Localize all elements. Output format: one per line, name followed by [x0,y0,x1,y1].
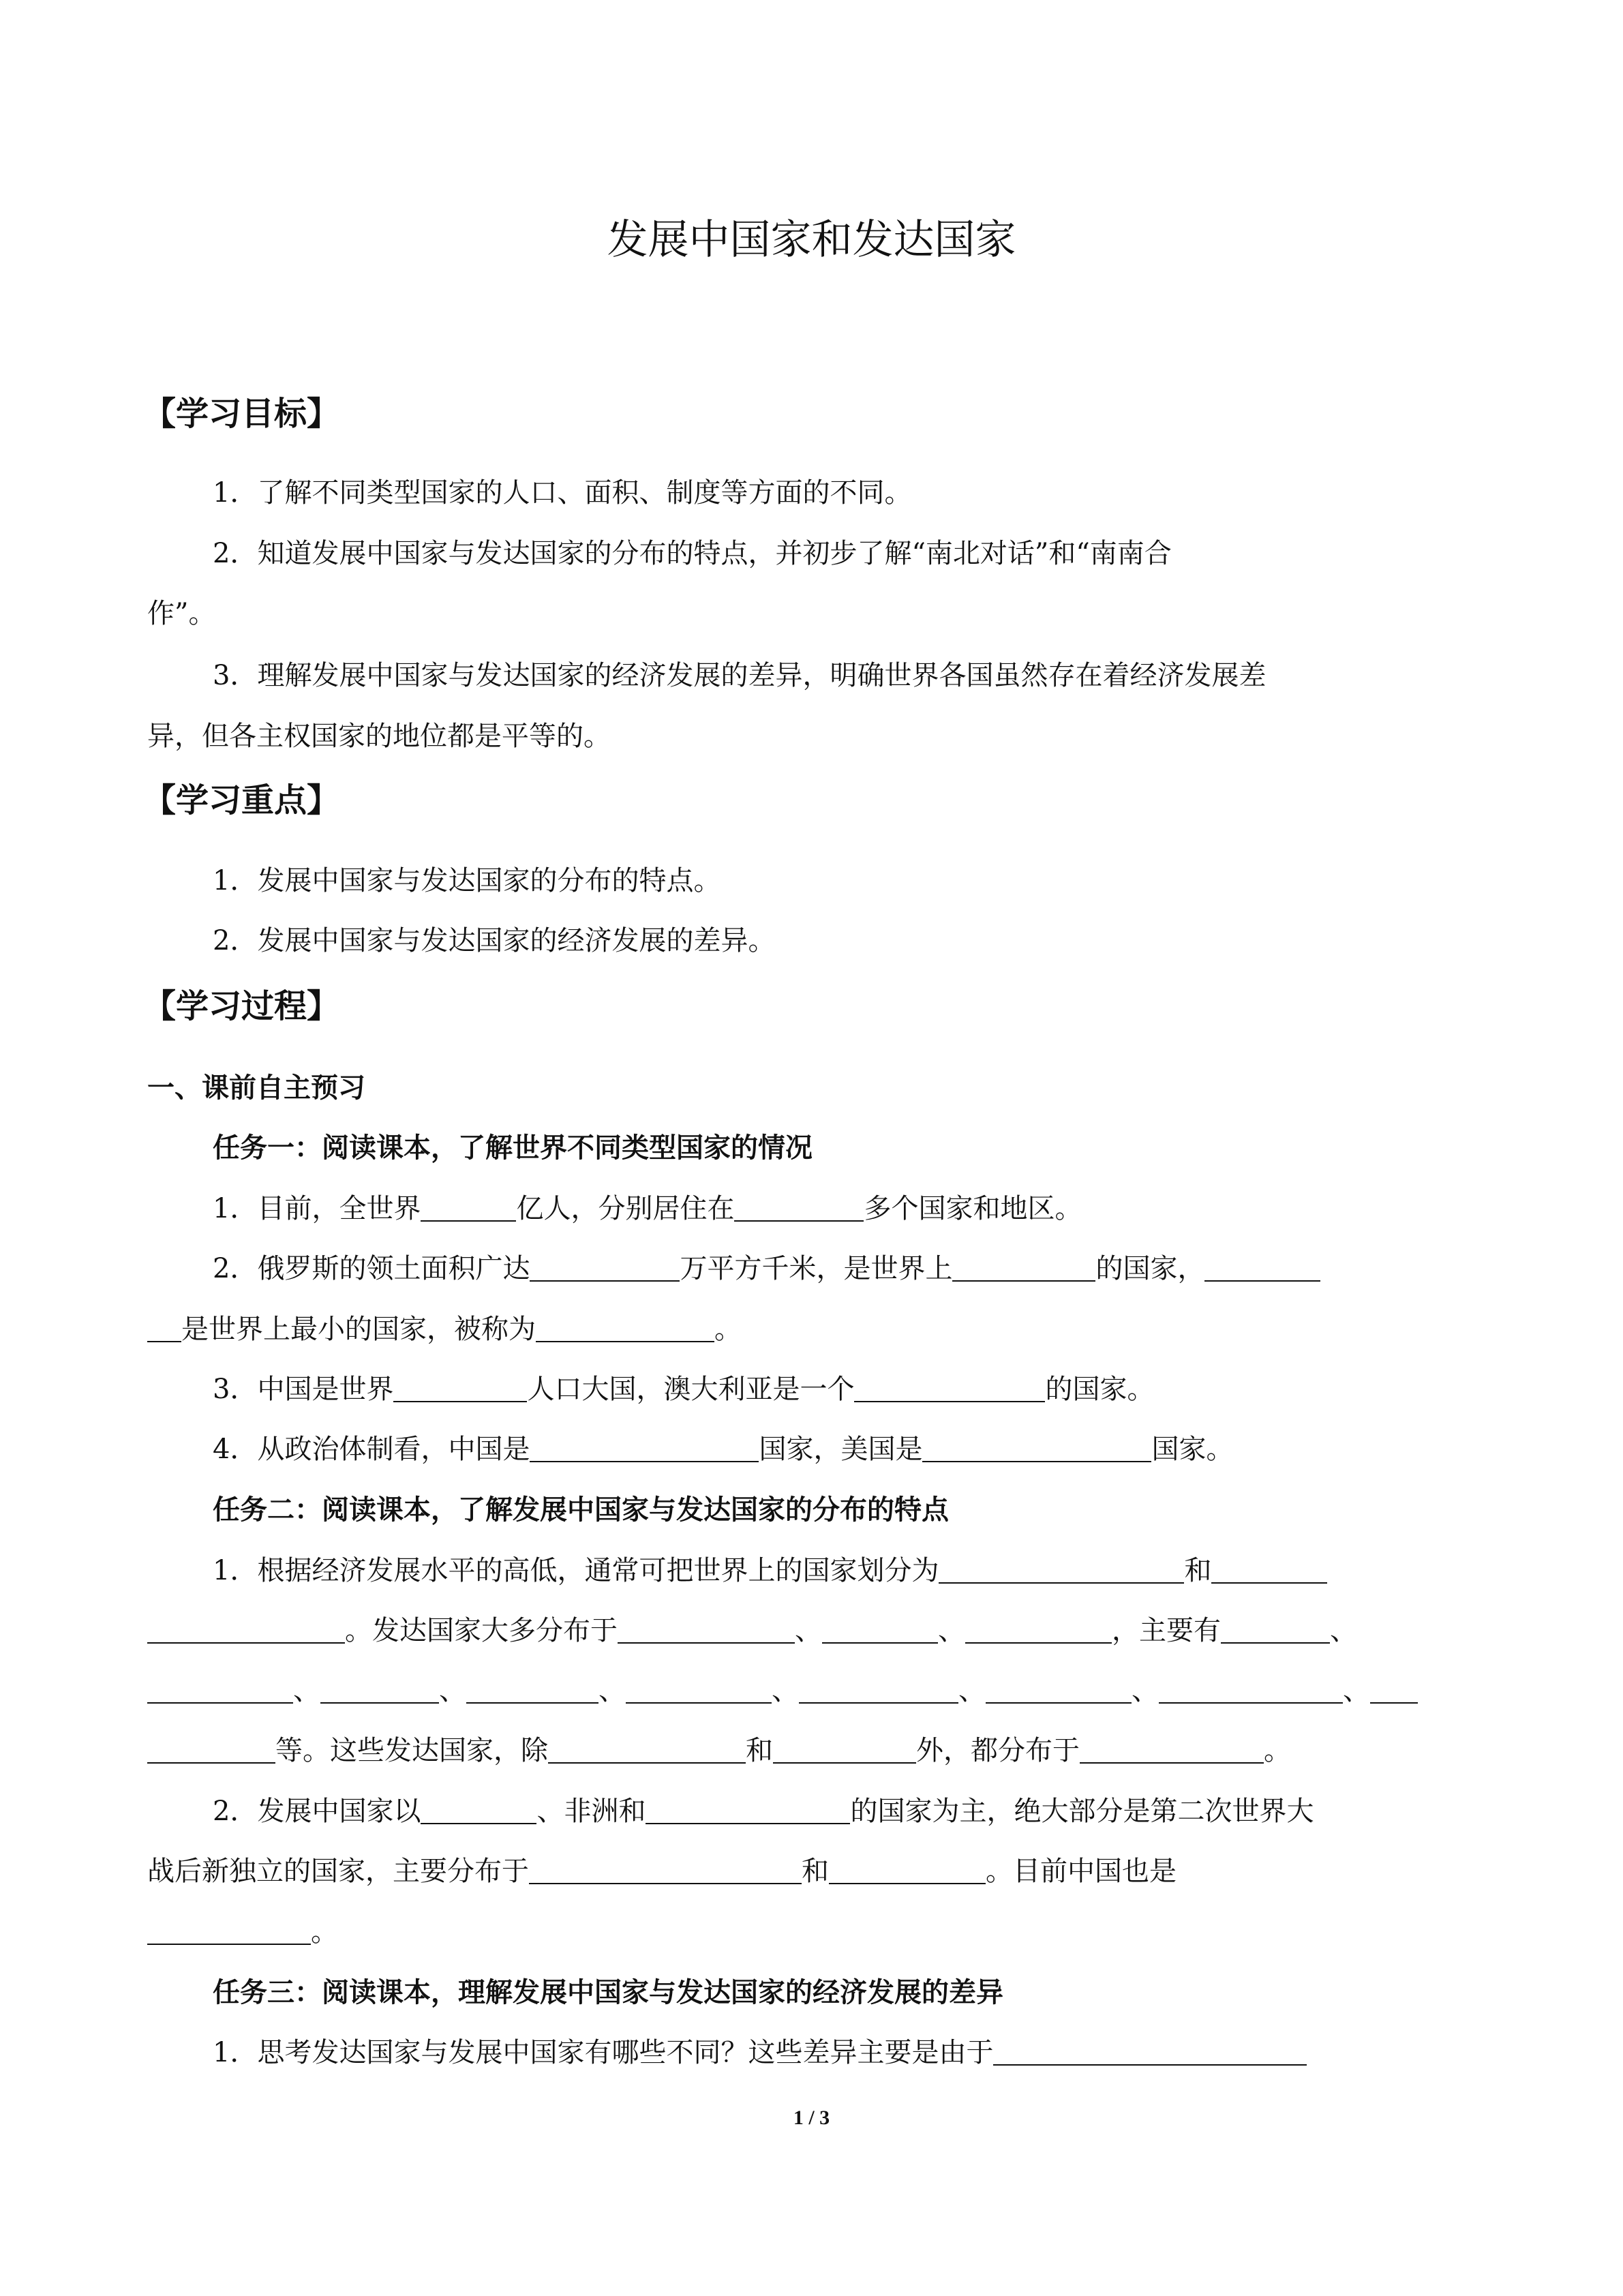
process-heading: 【学习过程】 [143,987,340,1025]
blank [421,1196,516,1222]
blank [1370,1678,1418,1704]
page-number: 1 / 3 [793,2106,830,2129]
blank [986,1678,1132,1704]
blank [773,1738,916,1764]
blank [529,1858,802,1884]
task-2-q2-line2: 战后新独立的国家，主要分布于 和 。目前中国也是 [147,1856,1177,1887]
task-2-q2-line3: 。 [147,1918,338,1946]
blank [536,1316,714,1342]
blank [147,1738,275,1764]
key-points-heading: 【学习重点】 [143,781,340,819]
blank [939,1558,1184,1584]
objective-2-cont: 作”。 [147,598,216,629]
task-2-q1-line4: 等。这些发达国家，除 和 外，都分布于 。 [147,1737,1291,1764]
task-1-q2-cont: 是世界上最小的国家，被称为 。 [147,1316,742,1343]
objective-3-cont: 异，但各主权国家的地位都是平等的。 [147,721,611,752]
blank [829,1858,986,1884]
blank [147,1919,311,1945]
objective-1: 1．了解不同类型国家的人口、面积、制度等方面的不同。 [213,477,912,509]
blank [530,1256,680,1282]
blank [993,2040,1307,2066]
part-1-heading: 一、课前自主预习 [147,1072,365,1104]
task-1-title: 任务一：阅读课本，了解世界不同类型国家的情况 [213,1132,813,1164]
blank [466,1678,598,1704]
blank [421,1798,536,1824]
blank [799,1678,958,1704]
blank [530,1436,759,1462]
task-2-q1-line3: 、 、 、 、 、 、 、 [147,1677,1418,1704]
task-1-q3: 3．中国是世界 人口大国，澳大利亚是一个 的国家。 [213,1374,1155,1405]
blank [854,1376,1045,1402]
task-1-q1: 1．目前，全世界 亿人，分别居住在 多个国家和地区。 [213,1193,1082,1224]
blank [646,1798,850,1824]
blank [952,1256,1095,1282]
blank [147,1678,293,1704]
task-2-title: 任务二：阅读课本，了解发展中国家与发达国家的分布的特点 [213,1494,949,1526]
key-point-1: 1．发展中国家与发达国家的分布的特点。 [213,865,721,896]
document-title: 发展中国家和发达国家 [607,216,1016,264]
task-2-q1: 1．根据经济发展水平的高低，通常可把世界上的国家划分为 和 [213,1557,1327,1584]
objectives-heading: 【学习目标】 [143,395,340,433]
blank [1211,1558,1327,1584]
blank [626,1678,772,1704]
task-2-q2: 2．发展中国家以 、非洲和 的国家为主，绝大部分是第二次世界大 [213,1796,1314,1827]
task-3-title: 任务三：阅读课本，理解发展中国家与发达国家的经济发展的差异 [213,1977,1003,2008]
blank [734,1196,864,1222]
blank [393,1376,527,1402]
blank [1221,1618,1330,1644]
blank [147,1316,181,1342]
task-3-q1: 1．思考发达国家与发展中国家有哪些不同？这些差异主要是由于 [213,2039,1307,2066]
blank [1159,1678,1343,1704]
blank [320,1678,439,1704]
blank [1080,1738,1264,1764]
blank [922,1436,1151,1462]
task-1-q2: 2．俄罗斯的领土面积广达 万平方千米，是世界上 的国家， [213,1255,1320,1282]
task-1-q4: 4．从政治体制看，中国是 国家，美国是 国家。 [213,1434,1234,1465]
blank [1204,1256,1320,1282]
blank [822,1618,938,1644]
blank [147,1618,345,1644]
blank [548,1738,746,1764]
objective-2: 2．知道发展中国家与发达国家的分布的特点，并初步了解“南北对话”和“南南合 [213,538,1172,569]
task-2-q1-line2: 。发达国家大多分布于 、 、 ，主要有 、 [147,1617,1357,1644]
objective-3: 3．理解发展中国家与发达国家的经济发展的差异，明确世界各国虽然存在着经济发展差 [213,660,1266,691]
blank [965,1618,1112,1644]
key-point-2: 2．发展中国家与发达国家的经济发展的差异。 [213,925,776,956]
blank [618,1618,795,1644]
